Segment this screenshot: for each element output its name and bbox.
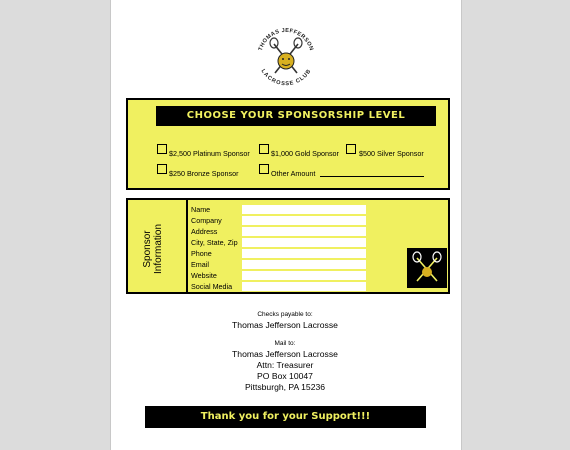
jaguar-lacrosse-icon <box>270 38 302 73</box>
lacrosse-sticks-icon <box>407 248 447 288</box>
mail-line-4: Pittsburgh, PA 15236 <box>244 382 326 392</box>
thank-you-banner: Thank you for your Support!!! <box>145 406 426 428</box>
platinum-label: $2,500 Platinum Sponsor <box>169 149 250 158</box>
gold-checkbox[interactable] <box>259 144 269 154</box>
city-state-zip-input[interactable] <box>242 238 366 247</box>
email-input[interactable] <box>242 260 366 269</box>
checks-payable-name: Thomas Jefferson Lacrosse <box>232 320 338 330</box>
field-label-name: Name <box>191 205 211 214</box>
field-label-website: Website <box>191 271 217 280</box>
mail-to-label: Mail to: <box>274 340 296 347</box>
svg-text:THOMAS JEFFERSON <box>258 28 314 52</box>
field-label-social-media: Social Media <box>191 282 233 291</box>
gold-label: $1,000 Gold Sponsor <box>271 149 339 158</box>
field-label-address: Address <box>191 227 218 236</box>
side-label-line1: Sponsor <box>142 230 153 268</box>
platinum-checkbox[interactable] <box>157 144 167 154</box>
field-label-city-state-zip: City, State, Zip <box>191 238 238 247</box>
mail-line-1: Thomas Jefferson Lacrosse <box>232 349 338 359</box>
sponsor-side-column <box>128 200 188 292</box>
other-amount-label: Other Amount <box>271 169 316 178</box>
mail-line-2: Attn: Treasurer <box>256 360 314 370</box>
sponsor-information-section <box>126 198 450 294</box>
side-label-line2: Information <box>153 223 164 275</box>
logo-text-bottom: LACROSSE CLUB <box>259 68 313 88</box>
silver-checkbox[interactable] <box>346 144 356 154</box>
social-media-input[interactable] <box>242 282 366 291</box>
silver-label: $500 Silver Sponsor <box>359 149 424 158</box>
mail-line-3: PO Box 10047 <box>257 371 313 381</box>
field-label-email: Email <box>191 260 209 269</box>
sponsorship-level-section <box>126 98 450 190</box>
phone-input[interactable] <box>242 249 366 258</box>
svg-text:LACROSSE CLUB <box>260 68 313 87</box>
sponsorship-level-title: CHOOSE YOUR SPONSORSHIP LEVEL <box>156 106 436 126</box>
other-amount-input[interactable] <box>320 176 424 177</box>
checks-payable-label: Checks payable to: <box>257 311 313 318</box>
company-input[interactable] <box>242 216 366 225</box>
bronze-checkbox[interactable] <box>157 164 167 174</box>
club-logo <box>253 24 319 90</box>
address-input[interactable] <box>242 227 366 236</box>
other-amount-checkbox[interactable] <box>259 164 269 174</box>
bronze-label: $250 Bronze Sponsor <box>169 169 239 178</box>
sponsor-side-label <box>142 204 164 294</box>
name-input[interactable] <box>242 205 366 214</box>
field-label-company: Company <box>191 216 222 225</box>
website-input[interactable] <box>242 271 366 280</box>
logo-text-top: THOMAS JEFFERSON <box>257 27 315 52</box>
field-label-phone: Phone <box>191 249 212 258</box>
